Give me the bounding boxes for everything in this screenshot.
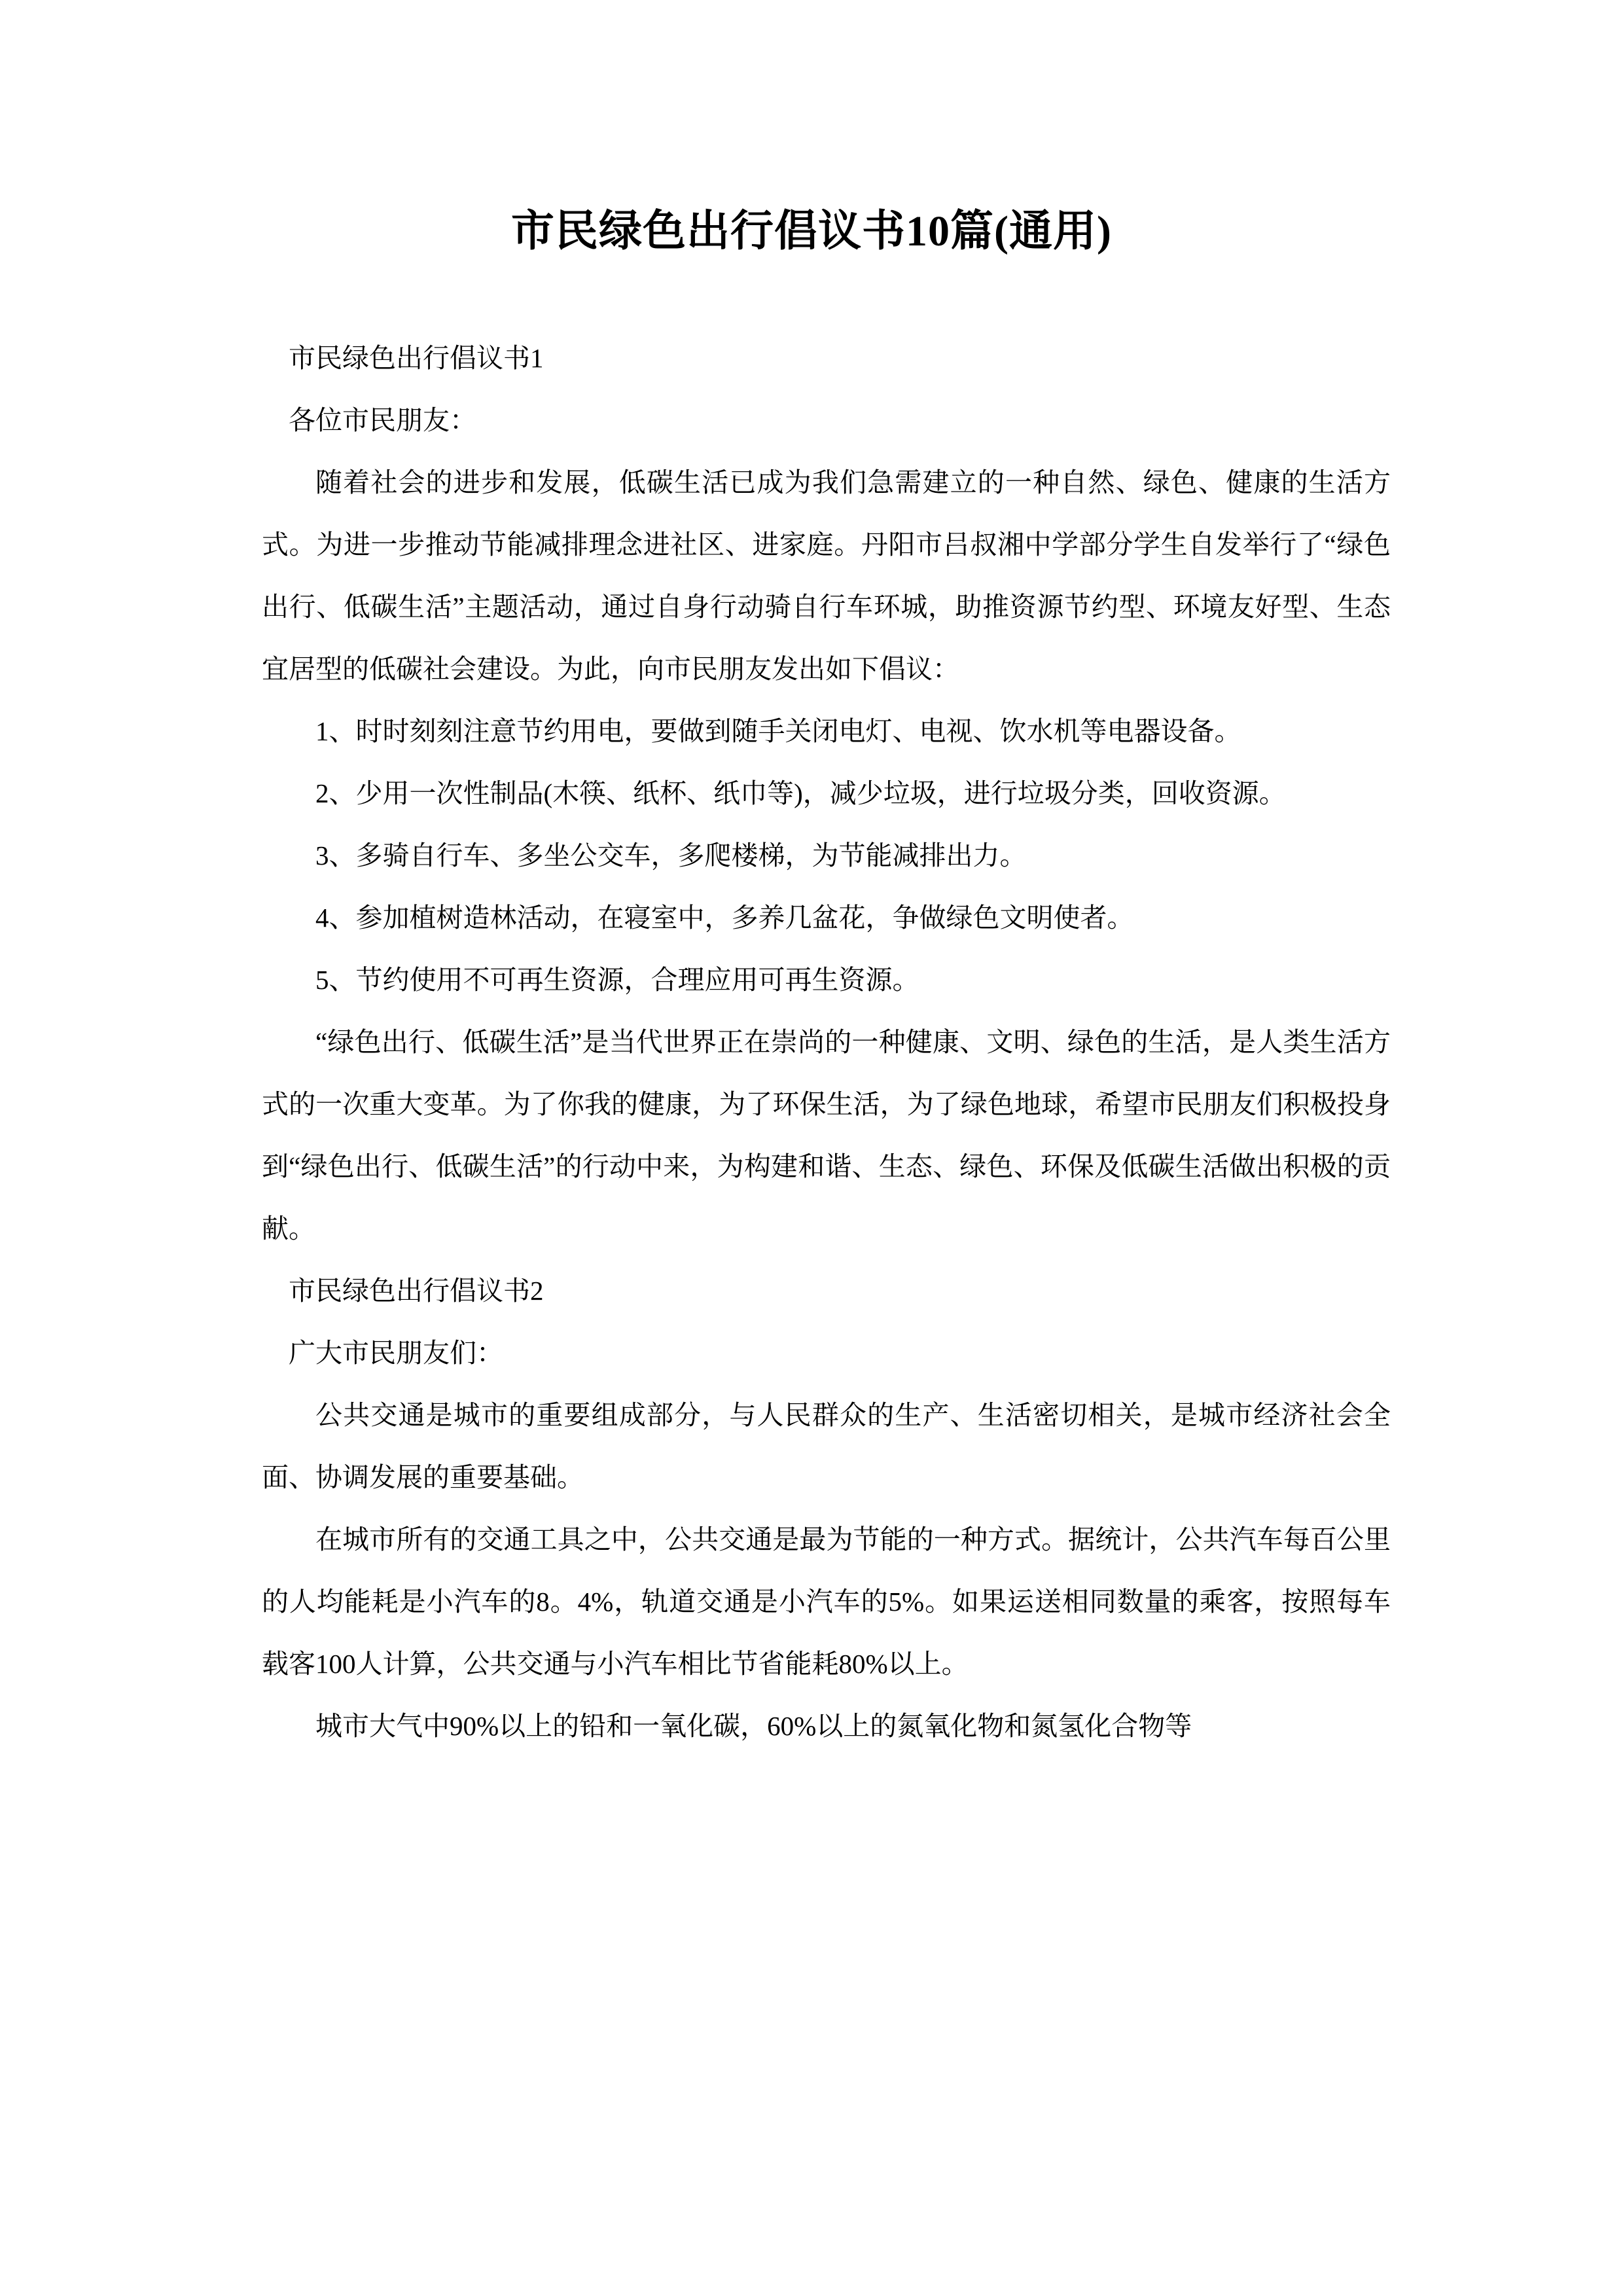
body-paragraph: 随着社会的进步和发展，低碳生活已成为我们急需建立的一种自然、绿色、健康的生活方式。为进一步推动节能减排理念进社区、进家庭。丹阳市吕叔湘中学部分学生自发举行了“绿色出行、低碳生活”主题活动，通过自身行动骑自行车环城，助推资源节约型、环境友好型、生态宜居型的低碳社会建设。为此，向市民朋友发出如下倡议： — [262, 467, 1391, 684]
salutation: 各位市民朋友： — [289, 405, 476, 435]
list-item: 2、少用一次性制品(木筷、纸杯、纸巾等)，减少垃圾，进行垃圾分类，回收资源。 — [315, 778, 1286, 808]
page-title: 市民绿色出行倡议书10篇(通用) — [511, 207, 1112, 256]
body-paragraph: 在城市所有的交通工具之中，公共交通是最为节能的一种方式。据统计，公共汽车每百公里的人均能耗是小汽车的8。4%，轨道交通是小汽车的5%。如果运送相同数量的乘客，按照每车载客100人计算，公共交通与小汽车相比节省能耗80%以上。 — [262, 1524, 1391, 1679]
body-paragraph: 城市大气中90%以上的铅和一氧化碳，60%以上的氮氧化物和氮氢化合物等 — [315, 1711, 1192, 1741]
list-item: 4、参加植树造林活动，在寝室中，多养几盆花，争做绿色文明使者。 — [315, 903, 1134, 933]
body-paragraph: 公共交通是城市的重要组成部分，与人民群众的生产、生活密切相关，是城市经济社会全面、协调发展的重要基础。 — [262, 1400, 1391, 1492]
body-paragraph: “绿色出行、低碳生活”是当代世界正在崇尚的一种健康、文明、绿色的生活，是人类生活方式的一次重大变革。为了你我的健康，为了环保生活，为了绿色地球，希望市民朋友们积极投身到“绿色出行、低碳生活”的行动中来，为构建和谐、生态、绿色、环保及低碳生活做出积极的贡献。 — [262, 1027, 1391, 1244]
list-item: 1、时时刻刻注意节约用电，要做到随手关闭电灯、电视、饮水机等电器设备。 — [315, 716, 1241, 746]
list-item: 5、节约使用不可再生资源，合理应用可再生资源。 — [315, 965, 919, 995]
list-item: 3、多骑自行车、多坐公交车，多爬楼梯，为节能减排出力。 — [315, 840, 1027, 870]
salutation: 广大市民朋友们： — [289, 1338, 503, 1368]
document-body — [262, 327, 1391, 1757]
section-heading: 市民绿色出行倡议书1 — [289, 343, 544, 373]
section-heading: 市民绿色出行倡议书2 — [289, 1276, 544, 1306]
